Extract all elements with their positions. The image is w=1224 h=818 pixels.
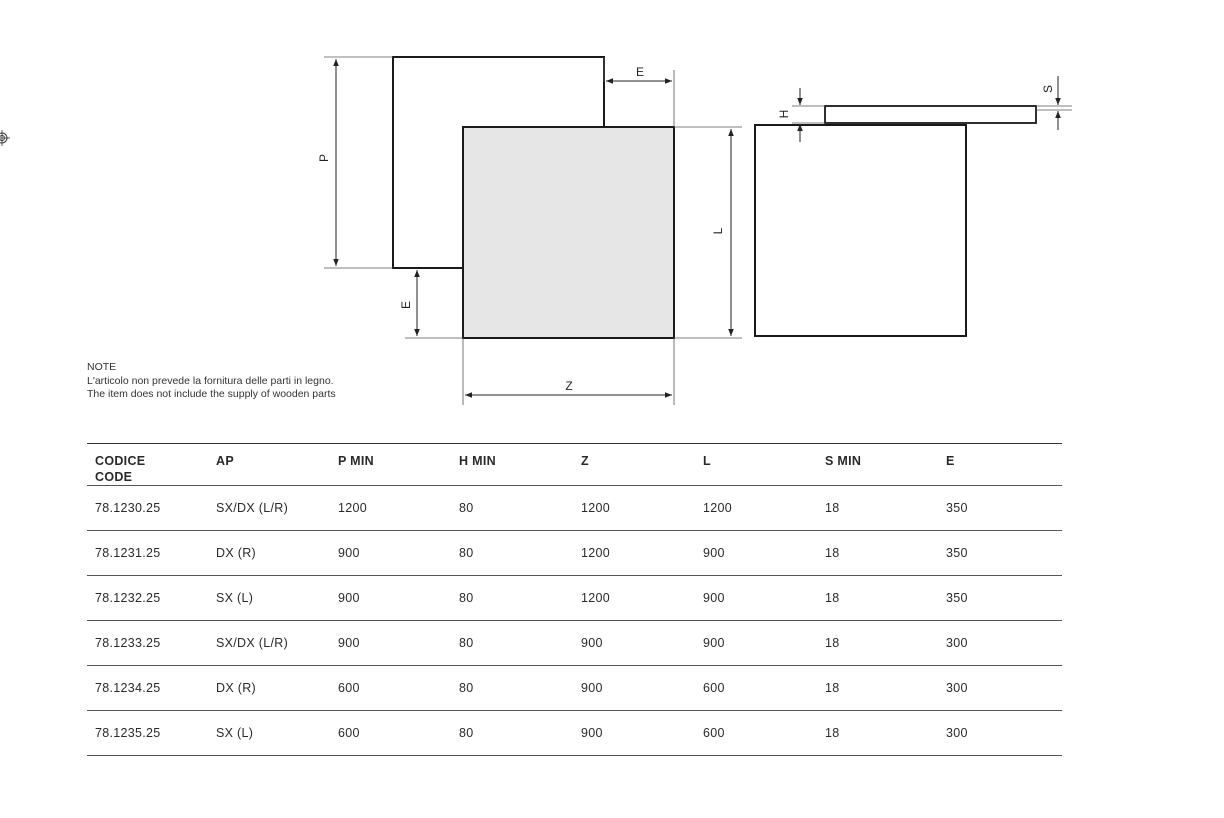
table-row xyxy=(87,666,1062,711)
cell-h-min: 80 xyxy=(451,531,573,576)
cell-p-min: 600 xyxy=(330,711,451,756)
label-s: S xyxy=(1041,84,1055,94)
cell-e: 350 xyxy=(938,486,1062,531)
cell-s-min: 18 xyxy=(817,621,938,666)
cell-code: 78.1234.25 xyxy=(87,666,208,711)
header-s-min: S MIN xyxy=(817,444,938,486)
cell-h-min: 80 xyxy=(451,486,573,531)
header-p-min: P MIN xyxy=(330,444,451,486)
table-row xyxy=(87,531,1062,576)
cell-l: 1200 xyxy=(695,486,817,531)
cell-h-min: 80 xyxy=(451,621,573,666)
cell-z: 1200 xyxy=(573,486,695,531)
cell-l: 600 xyxy=(695,666,817,711)
table-header-row xyxy=(87,444,1062,486)
header-ap: AP xyxy=(208,444,330,486)
cell-z: 900 xyxy=(573,666,695,711)
label-z: Z xyxy=(565,379,573,393)
cell-ap: SX/DX (L/R) xyxy=(208,486,330,531)
cell-s-min: 18 xyxy=(817,666,938,711)
label-p: P xyxy=(317,153,331,163)
table-row xyxy=(87,576,1062,621)
note-english: The item does not include the supply of wooden parts xyxy=(87,388,336,400)
cell-ap: DX (R) xyxy=(208,531,330,576)
cell-e: 350 xyxy=(938,576,1062,621)
cell-e: 300 xyxy=(938,711,1062,756)
cell-p-min: 900 xyxy=(330,576,451,621)
cell-ap: SX (L) xyxy=(208,576,330,621)
cell-z: 1200 xyxy=(573,576,695,621)
header-l: L xyxy=(695,444,817,486)
cell-code: 78.1231.25 xyxy=(87,531,208,576)
label-e-top: E xyxy=(635,65,645,79)
crosshair-icon xyxy=(0,130,10,146)
cell-code: 78.1232.25 xyxy=(87,576,208,621)
cell-s-min: 18 xyxy=(817,576,938,621)
cell-s-min: 18 xyxy=(817,486,938,531)
side-top-plate xyxy=(825,106,1036,123)
header-code: CODICE CODE xyxy=(87,444,208,486)
side-body xyxy=(755,125,966,336)
cell-l: 900 xyxy=(695,576,817,621)
label-l: L xyxy=(711,227,725,235)
cell-p-min: 900 xyxy=(330,621,451,666)
cell-code: 78.1233.25 xyxy=(87,621,208,666)
cell-z: 900 xyxy=(573,621,695,666)
front-panel xyxy=(463,127,674,338)
cell-h-min: 80 xyxy=(451,666,573,711)
header-e: E xyxy=(938,444,1062,486)
cell-e: 350 xyxy=(938,531,1062,576)
header-z: Z xyxy=(573,444,695,486)
note-heading: NOTE xyxy=(87,361,117,373)
side-view xyxy=(755,76,1072,336)
spec-table xyxy=(87,443,1062,756)
cell-p-min: 1200 xyxy=(330,486,451,531)
cell-s-min: 18 xyxy=(817,711,938,756)
cell-code: 78.1230.25 xyxy=(87,486,208,531)
cell-ap: DX (R) xyxy=(208,666,330,711)
cell-s-min: 18 xyxy=(817,531,938,576)
table-row xyxy=(87,711,1062,756)
table-row xyxy=(87,486,1062,531)
label-h: H xyxy=(777,109,791,119)
note-block xyxy=(87,361,336,402)
table-body xyxy=(87,486,1062,756)
cell-z: 1200 xyxy=(573,531,695,576)
plan-view xyxy=(317,57,742,405)
cell-ap: SX (L) xyxy=(208,711,330,756)
cell-l: 600 xyxy=(695,711,817,756)
cell-l: 900 xyxy=(695,621,817,666)
cell-h-min: 80 xyxy=(451,711,573,756)
cell-e: 300 xyxy=(938,621,1062,666)
cell-e: 300 xyxy=(938,666,1062,711)
cell-l: 900 xyxy=(695,531,817,576)
table-row xyxy=(87,621,1062,666)
cell-p-min: 600 xyxy=(330,666,451,711)
note-italian: L'articolo non prevede la fornitura delle parti in legno. xyxy=(87,374,334,387)
cell-h-min: 80 xyxy=(451,576,573,621)
cell-p-min: 900 xyxy=(330,531,451,576)
cell-code: 78.1235.25 xyxy=(87,711,208,756)
header-h-min: H MIN xyxy=(451,444,573,486)
label-e-left: E xyxy=(399,300,413,310)
cell-ap: SX/DX (L/R) xyxy=(208,621,330,666)
cell-z: 900 xyxy=(573,711,695,756)
